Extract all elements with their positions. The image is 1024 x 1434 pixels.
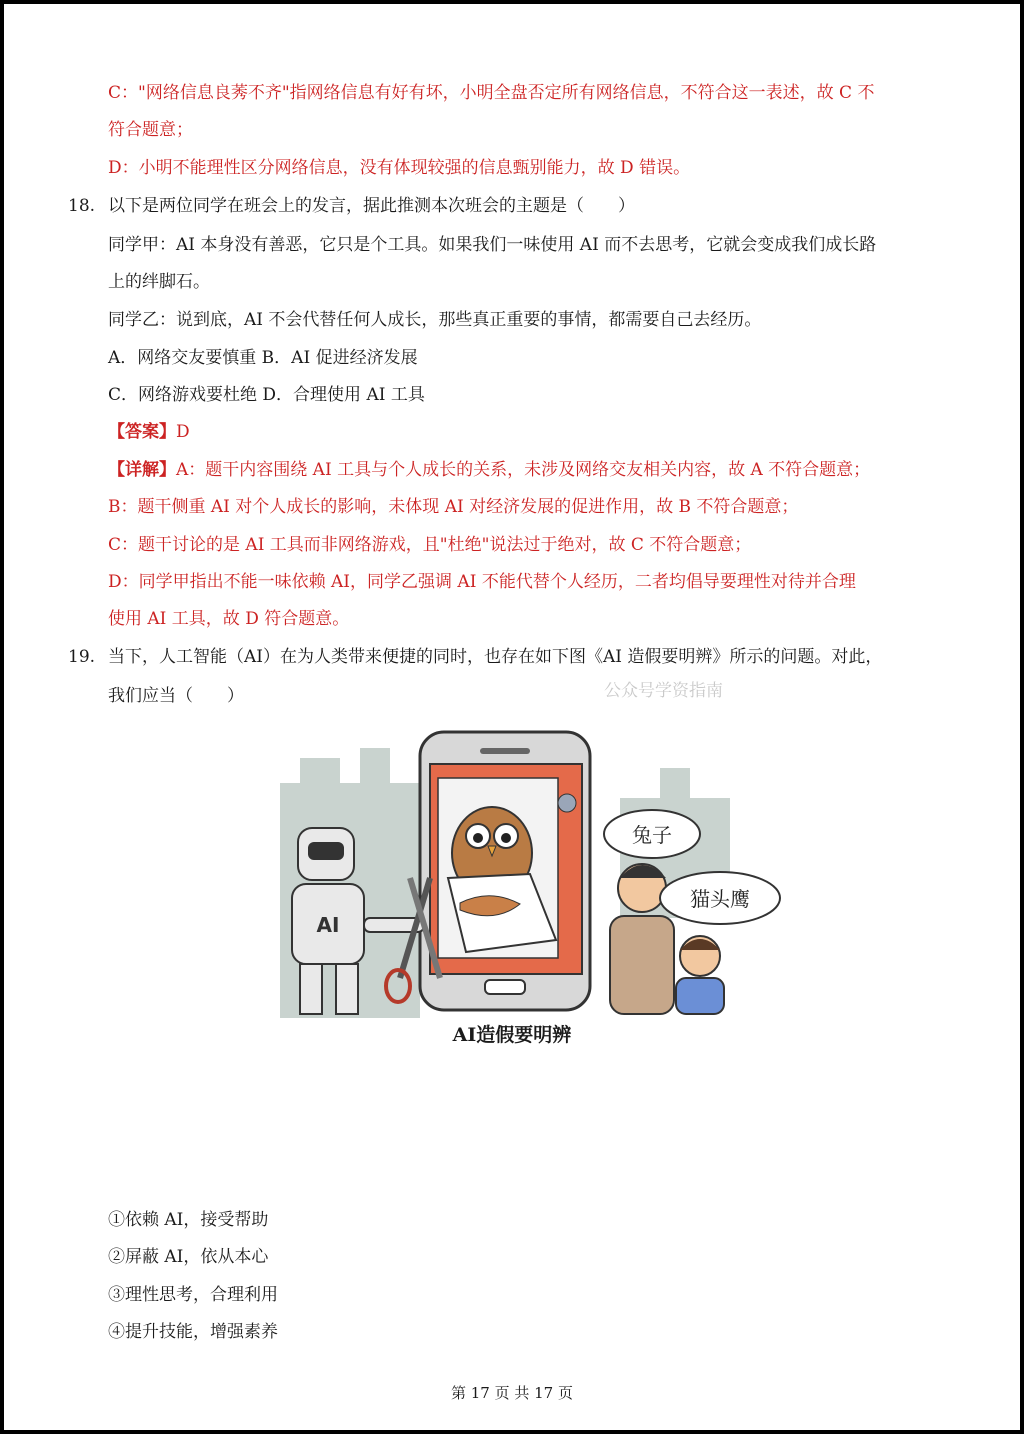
bubble-owl-text: 猫头鹰 xyxy=(690,887,750,911)
q18-explain-c: C：题干讨论的是 AI 工具而非网络游戏，且"杜绝"说法过于绝对，故 C 不符合题意； xyxy=(108,535,752,555)
q19-option-2: ②屏蔽 AI，依从本心 xyxy=(108,1247,269,1267)
q18-answer xyxy=(108,420,190,444)
q19-stem-line1: 当下，人工智能（AI）在为人类带来便捷的同时，也存在如下图《AI 造假要明辨》所示的问题。对此， xyxy=(108,647,883,667)
answer-value: D xyxy=(176,422,190,442)
q18-yi-line: 同学乙：说到底，AI 不会代替任何人成长，那些真正重要的事情，都需要自己去经历。 xyxy=(108,310,762,330)
boy-illustration xyxy=(676,936,724,1014)
q18-options-ab: A．网络交友要慎重 B．AI 促进经济发展 xyxy=(108,348,418,368)
q18-jia-line1: 同学甲：AI 本身没有善恶，它只是个工具。如果我们一味使用 AI 而不去思考，它就会变成我们成长路 xyxy=(108,235,877,255)
q18-explain-b: B：题干侧重 AI 对个人成长的影响，未体现 AI 对经济发展的促进作用，故 B 不符合题意； xyxy=(108,497,799,517)
q18-explain-d2: 使用 AI 工具，故 D 符合题意。 xyxy=(108,609,350,629)
page-footer: 第 17 页 共 17 页 xyxy=(450,1384,573,1402)
q18-explain-a xyxy=(108,458,870,482)
q18-number: 18. xyxy=(68,196,96,216)
cartoon-svg xyxy=(280,728,750,1018)
q19-option-3: ③理性思考，合理利用 xyxy=(108,1285,278,1305)
q18-options-cd: C．网络游戏要杜绝 D．合理使用 AI 工具 xyxy=(108,385,425,405)
answer-tag: 【答案】 xyxy=(108,422,176,442)
q17-explain-c-line1: C："网络信息良莠不齐"指网络信息有好有坏，小明全盘否定所有网络信息，不符合这一表述，故 C 不 xyxy=(108,83,875,103)
man-illustration xyxy=(610,864,674,1014)
q19-option-1: ①依赖 AI，接受帮助 xyxy=(108,1210,269,1230)
q19-option-4: ④提升技能，增强素养 xyxy=(108,1322,278,1342)
q18-explain-d1: D：同学甲指出不能一味依赖 AI，同学乙强调 AI 不能代替个人经历，二者均倡导要理性对待并合理 xyxy=(108,572,856,592)
q17-explain-c-line2: 符合题意； xyxy=(108,120,193,140)
explain-tag: 【详解】 xyxy=(108,460,176,480)
q19-stem-line2: 我们应当（ ） xyxy=(108,686,244,706)
robot-label: AI xyxy=(316,913,340,937)
speech-bubble-rabbit xyxy=(604,810,700,858)
explain-a-text: A：题干内容围绕 AI 工具与个人成长的关系，未涉及网络交友相关内容，故 A 不符合题意； xyxy=(176,460,871,480)
speech-bubble-owl xyxy=(660,872,780,924)
q19-number: 19. xyxy=(68,647,96,667)
figure-caption: AI造假要明辨 xyxy=(452,1024,572,1046)
bubble-rabbit-text: 兔子 xyxy=(632,823,672,847)
q17-explain-d: D：小明不能理性区分网络信息，没有体现较强的信息甄别能力，故 D 错误。 xyxy=(108,158,691,178)
cartoon-illustration xyxy=(280,728,750,1018)
watermark: 公众号学资指南 xyxy=(604,681,723,701)
q18-jia-line2: 上的绊脚石。 xyxy=(108,272,210,292)
q18-stem: 以下是两位同学在班会上的发言，据此推测本次班会的主题是（ ） xyxy=(108,196,635,216)
